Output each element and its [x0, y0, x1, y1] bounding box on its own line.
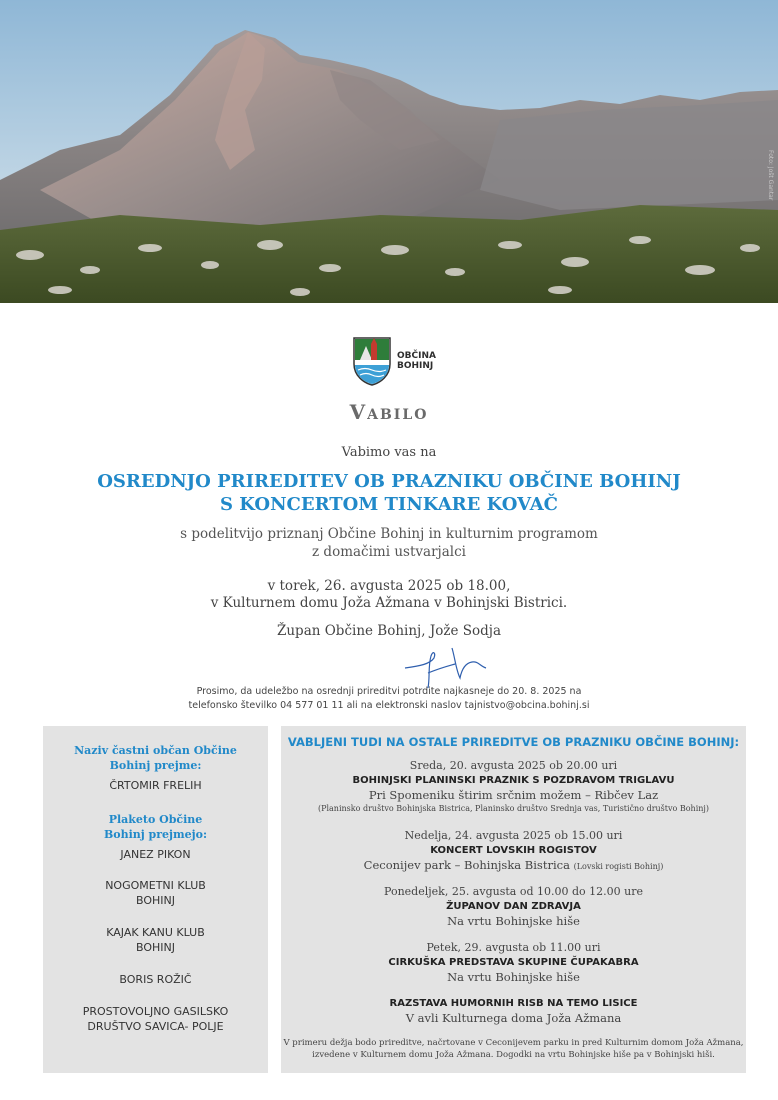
event-venue: v Kulturnem domu Joža Ažmana v Bohinjski Bistrici.	[210, 595, 568, 611]
subtitle-line-2: z domačimi ustvarjalci	[312, 544, 466, 560]
rsvp-line-1: Prosimo, da udeležbo na osrednji prireditvi potrdite najkasneje do 20. 8. 2025 na	[196, 686, 582, 697]
recipient-line: PROSTOVOLJNO GASILSKO	[82, 1005, 229, 1018]
rsvp-note	[0, 685, 778, 713]
photo-credit: Foto: Jošt Gantar	[767, 150, 774, 201]
plaque-recipient	[43, 847, 268, 862]
event-item-date: Nedelja, 24. avgusta 2025 ob 15.00 uri	[404, 829, 623, 842]
event-date: v torek, 26. avgusta 2025 ob 18.00,	[267, 578, 511, 594]
plaque-recipient	[43, 925, 268, 955]
honorary-heading-line-1: Naziv častni občan Občine	[74, 744, 237, 757]
logo-line-1: OBČINA	[397, 351, 436, 361]
recipient-line: BOHINJ	[136, 894, 175, 907]
plaque-heading	[43, 812, 268, 842]
event-item-name: CIRKUŠKA PREDSTAVA SKUPINE ČUPAKABRA	[388, 957, 639, 968]
plaque-recipient	[43, 878, 268, 908]
hero-mountain-image	[0, 0, 778, 303]
event-headline	[0, 470, 778, 516]
recipient-line: JANEZ PIKON	[120, 848, 191, 861]
event-item-place: Pri Spomeniku štirim srčnim možem – Ribčev Laz	[368, 788, 659, 802]
logo-wordmark	[397, 351, 436, 371]
recipient-line: BOHINJ	[136, 941, 175, 954]
honorary-citizen-heading	[43, 743, 268, 773]
other-events-panel	[281, 726, 746, 1073]
other-events-heading: VABLJENI TUDI NA OSTALE PRIREDITVE OB PRAZNIKU OBČINE BOHINJ:	[287, 735, 740, 749]
plaque-recipient	[43, 972, 268, 987]
event-subtitle	[0, 525, 778, 561]
plaque-recipient	[43, 1004, 268, 1034]
subtitle-line-1: s podelitvijo priznanj Občine Bohinj in kulturnim programom	[180, 526, 598, 542]
logo-line-2: BOHINJ	[397, 361, 434, 371]
recipient-line: BORIS ROŽIČ	[119, 973, 192, 986]
invitation-title: Vabilo	[349, 400, 429, 424]
event-item-date: Sreda, 20. avgusta 2025 ob 20.00 uri	[409, 759, 618, 772]
event-item-name: ŽUPANOV DAN ZDRAVJA	[446, 901, 581, 912]
invitation-intro: Vabimo vas na	[341, 445, 437, 460]
rsvp-line-2: telefonsko številko 04 577 01 11 ali na elektronski naslov tajnistvo@obcina.bohinj.si	[188, 700, 590, 711]
event-item-organizer: (Lovski rogisti Bohinj)	[573, 862, 664, 871]
obcina-bohinj-logo	[352, 336, 436, 386]
weather-note-line-2: izvedene v Kulturnem domu Joža Ažmana. Dogodki na vrtu Bohinjske hiše pa v Bohinjski hiši.	[312, 1050, 715, 1060]
recipient-line: KAJAK KANU KLUB	[106, 926, 205, 939]
honorary-recipient: ČRTOMIR FRELIH	[109, 779, 202, 792]
event-item-place: Na vrtu Bohinjske hiše	[447, 970, 580, 984]
event-item-name: RAZSTAVA HUMORNIH RISB NA TEMO LISICE	[389, 998, 638, 1009]
plaque-heading-line-2: Bohinj prejmejo:	[103, 828, 208, 841]
honorary-heading-line-2: Bohinj prejme:	[109, 759, 202, 772]
municipality-crest-icon	[352, 336, 392, 386]
event-item	[281, 996, 746, 1026]
event-item-date: Petek, 29. avgusta ob 11.00 uri	[426, 941, 601, 954]
headline-line-1: OSREDNJO PRIREDITEV OB PRAZNIKU OBČINE BOHINJ	[97, 471, 681, 492]
event-item-place: V avli Kulturnega doma Joža Ažmana	[405, 1011, 622, 1025]
event-item	[281, 758, 746, 814]
plaque-heading-line-1: Plaketo Občine	[108, 813, 203, 826]
event-item-place: Na vrtu Bohinjske hiše	[447, 914, 580, 928]
event-item-date: Ponedeljek, 25. avgusta od 10.00 do 12.00 ure	[384, 885, 643, 898]
event-item-place-line	[281, 858, 746, 874]
event-item	[281, 828, 746, 874]
event-item-name: KONCERT LOVSKIH ROGISTOV	[430, 845, 597, 856]
event-item-place: Ceconijev park – Bohinjska Bistrica	[363, 858, 570, 872]
weather-note-line-1: V primeru dežja bodo prireditve, načrtovane v Ceconijevem parku in pred Kulturnim domom Joža Ažmana,	[283, 1038, 744, 1048]
event-item	[281, 884, 746, 929]
awards-panel	[43, 726, 268, 1073]
mayor-name: Župan Občine Bohinj, Jože Sodja	[276, 623, 502, 639]
event-datetime	[0, 578, 778, 612]
weather-note	[281, 1037, 746, 1061]
event-item-name: BOHINJSKI PLANINSKI PRAZNIK S POZDRAVOM TRIGLAVU	[352, 775, 675, 786]
event-item-organizer: (Planinsko društvo Bohinjska Bistrica, Planinsko društvo Srednja vas, Turistično društvo Bohinj)	[317, 804, 710, 813]
recipient-line: DRUŠTVO SAVICA- POLJE	[87, 1020, 224, 1033]
recipient-line: NOGOMETNI KLUB	[105, 879, 206, 892]
event-item	[281, 940, 746, 985]
headline-line-2: S KONCERTOM TINKARE KOVAČ	[220, 494, 558, 515]
